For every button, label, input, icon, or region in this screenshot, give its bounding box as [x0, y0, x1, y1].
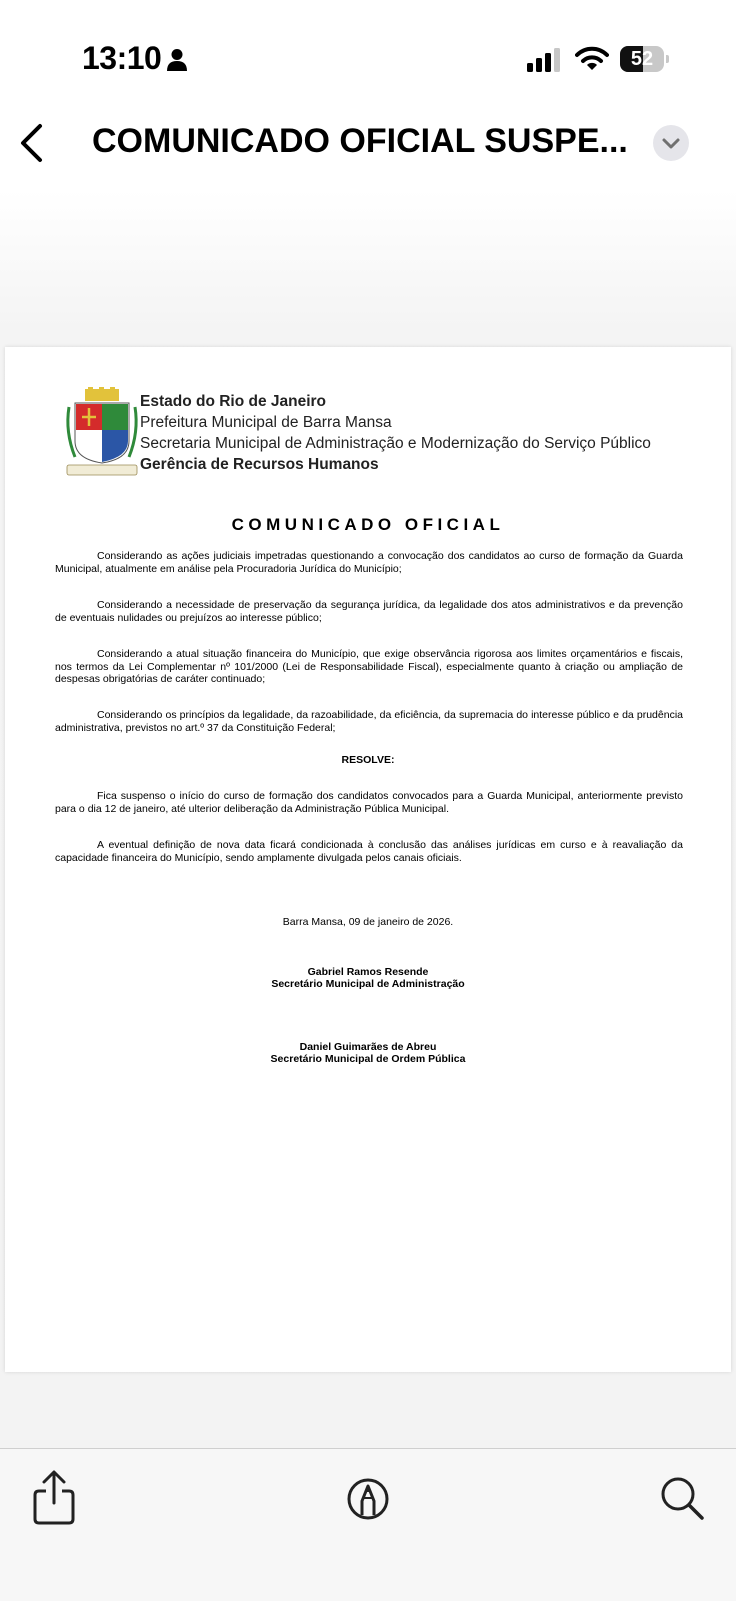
letterhead-department: Gerência de Recursos Humanos: [140, 456, 379, 473]
signature-2-role: Secretário Municipal de Ordem Pública: [270, 1053, 466, 1065]
search-icon: [656, 1469, 710, 1527]
navigation-bar: [0, 110, 736, 180]
status-bar: [0, 0, 736, 100]
bottom-toolbar: [0, 1448, 736, 1601]
back-button[interactable]: [10, 118, 54, 168]
signature-1-role: Secretário Municipal de Administração: [271, 978, 465, 990]
chevron-left-icon: [10, 118, 54, 168]
document-title: COMUNICADO OFICIAL SUSPE...: [92, 122, 628, 160]
status-time: 13:10: [82, 40, 162, 76]
letterhead: [140, 391, 651, 475]
signature-2-name: Daniel Guimarães de Abreu: [299, 1041, 437, 1053]
letterhead-prefecture: Prefeitura Municipal de Barra Mansa: [140, 414, 392, 431]
wifi-icon: [575, 46, 609, 72]
paragraph-3: Considerando a atual situação financeira do Município, que exige observância rigorosa aos limites orçamentários e fiscais, nos termos da Lei Complementar nº 101/2000 (Lei de Responsabilidade Fiscal), especialmente quanto à criação ou ampliação de despesas obrigatórias de caráter continuado;: [55, 648, 683, 685]
share-icon: [27, 1469, 81, 1527]
signature-1-name: Gabriel Ramos Resende: [307, 966, 429, 978]
battery-level: 52: [630, 48, 654, 70]
document-viewer[interactable]: [0, 190, 736, 1448]
date-line: Barra Mansa, 09 de janeiro de 2026.: [282, 916, 454, 928]
paragraph-4: Considerando os princípios da legalidade, da razoabilidade, da eficiência, da supremacia do interesse público e da prudência administrativa, previstos no art.º 37 da Constituição Federal;: [55, 709, 683, 734]
markup-button[interactable]: [341, 1469, 395, 1527]
paragraph-2: Considerando a necessidade de preservação da segurança jurídica, da legalidade dos atos administrativos e da prevenção de eventuais nulidades ou prejuízos ao interesse público;: [55, 599, 683, 624]
resolve-heading: RESOLVE:: [341, 754, 395, 766]
search-button[interactable]: [656, 1469, 710, 1527]
letterhead-secretariat: Secretaria Municipal de Administração e Modernização do Serviço Público: [140, 435, 651, 452]
decision-2: A eventual definição de nova data ficará condicionada à conclusão das análises jurídicas em curso e à reavaliação da capacidade financeira do Município, sendo amplamente divulgada pelos canais oficiais.: [55, 839, 683, 864]
document-heading: COMUNICADO OFICIAL: [231, 515, 505, 534]
share-button[interactable]: [27, 1469, 81, 1527]
letterhead-state: Estado do Rio de Janeiro: [140, 393, 327, 410]
paragraph-1: Considerando as ações judiciais impetradas questionando a convocação dos candidatos ao curso de formação da Guarda Municipal, atualmente em análise pela Procuradoria Jurídica do Município;: [55, 550, 683, 575]
signal-icon: [527, 48, 563, 72]
decision-1: Fica suspenso o início do curso de formação dos candidatos convocados para a Guarda Municipal, anteriormente previsto para o dia 12 de janeiro, até ulterior deliberação da Administração Pública Municipal.: [55, 790, 683, 815]
chevron-down-icon: [653, 125, 689, 161]
coat-of-arms-logo: [63, 387, 141, 479]
document-page: [5, 347, 731, 1372]
battery-icon: [620, 46, 668, 72]
title-menu-button[interactable]: [653, 125, 689, 161]
markup-icon: [341, 1469, 395, 1527]
person-icon: [166, 48, 188, 72]
